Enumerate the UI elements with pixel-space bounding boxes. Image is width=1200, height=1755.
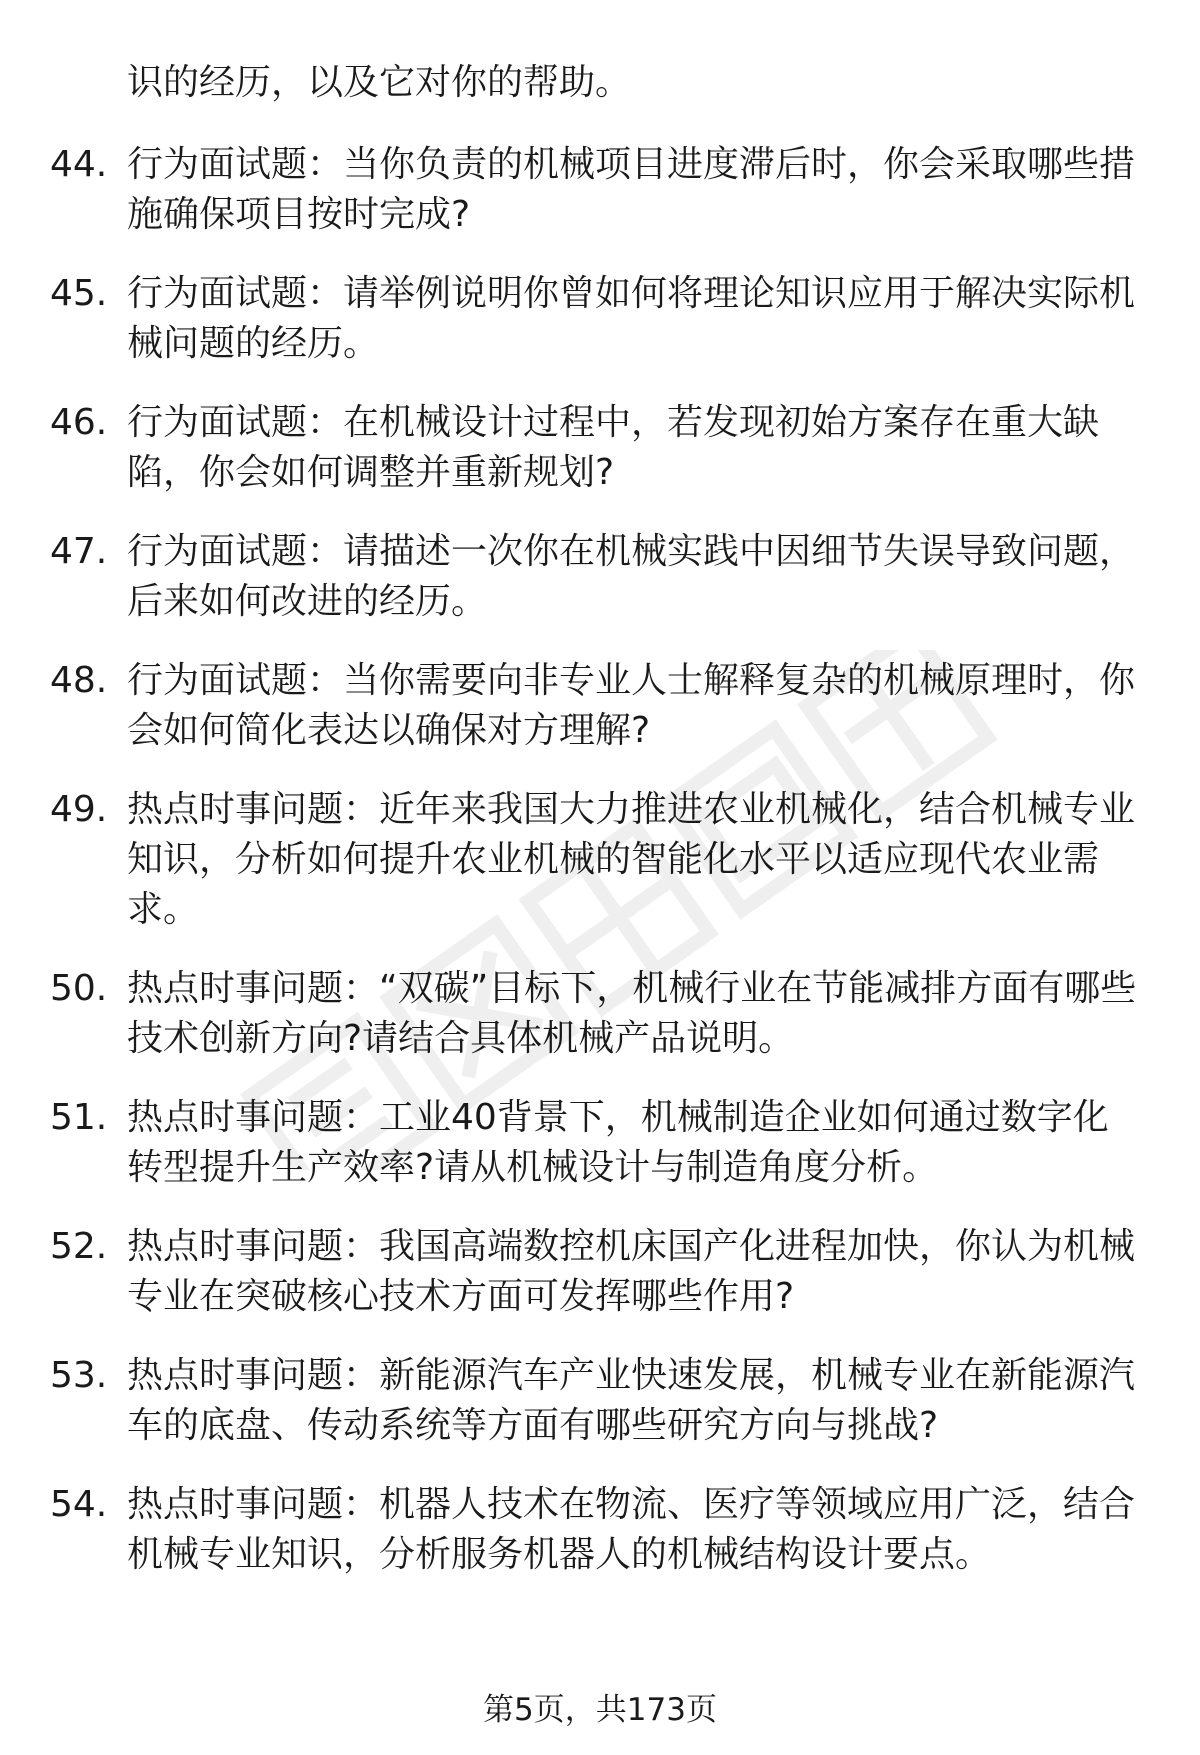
question-text: 行为面试题：在机械设计过程中，若发现初始方案存在重大缺陷，你会如何调整并重新规划? bbox=[127, 402, 1100, 493]
question-number: 45. bbox=[50, 273, 108, 314]
question-text: 行为面试题：当你负责的机械项目进度滞后时，你会采取哪些措施确保项目按时完成? bbox=[127, 144, 1136, 235]
question-number: 54. bbox=[50, 1484, 108, 1525]
question-text: 热点时事问题：机器人技术在物流、医疗等领域应用广泛，结合机械专业知识，分析服务机器人的机械结构设计要点。 bbox=[127, 1484, 1136, 1575]
question-text: 行为面试题：请描述一次你在机械实践中因细节失误导致问题，后来如何改进的经历。 bbox=[127, 531, 1136, 622]
question-number: 50. bbox=[50, 968, 108, 1009]
question-number: 49. bbox=[50, 789, 108, 830]
page-footer: 第5页，共173页 bbox=[483, 1692, 717, 1728]
question-text: 热点时事问题：近年来我国大力推进农业机械化，结合机械专业知识，分析如何提升农业机械的智能化水平以适应现代农业需求。 bbox=[127, 789, 1136, 930]
question-number: 44. bbox=[50, 144, 108, 185]
question-number: 46. bbox=[50, 402, 108, 443]
question-item bbox=[0, 1093, 1200, 1193]
continuation-text: 识的经历，以及它对你的帮助。 bbox=[127, 62, 632, 103]
question-text: 热点时事问题：新能源汽车产业快速发展，机械专业在新能源汽车的底盘、传动系统等方面有哪些研究方向与挑战? bbox=[127, 1355, 1136, 1446]
question-item bbox=[0, 964, 1200, 1064]
question-number: 47. bbox=[50, 531, 108, 572]
question-number: 53. bbox=[50, 1355, 108, 1396]
question-item bbox=[0, 1480, 1200, 1580]
question-text: 热点时事问题：我国高端数控机床国产化进程加快，你认为机械专业在突破核心技术方面可发挥哪些作用? bbox=[127, 1226, 1136, 1317]
question-item bbox=[0, 527, 1200, 627]
question-number: 52. bbox=[50, 1226, 108, 1267]
question-item bbox=[0, 785, 1200, 935]
question-text: 行为面试题：当你需要向非专业人士解释复杂的机械原理时，你会如何简化表达以确保对方理解? bbox=[127, 660, 1136, 751]
question-number: 48. bbox=[50, 660, 108, 701]
question-list bbox=[0, 140, 1200, 1609]
question-item bbox=[0, 269, 1200, 369]
question-item bbox=[0, 140, 1200, 240]
question-number: 51. bbox=[50, 1097, 108, 1138]
question-text: 行为面试题：请举例说明你曾如何将理论知识应用于解决实际机械问题的经历。 bbox=[127, 273, 1136, 364]
question-item bbox=[0, 1351, 1200, 1451]
question-text: 热点时事问题：“双碳”目标下，机械行业在节能减排方面有哪些技术创新方向?请结合具体机械产品说明。 bbox=[127, 968, 1137, 1059]
question-text: 热点时事问题：工业40背景下，机械制造企业如何通过数字化转型提升生产效率?请从机械设计与制造角度分析。 bbox=[127, 1097, 1109, 1188]
question-item bbox=[0, 398, 1200, 498]
question-item bbox=[0, 656, 1200, 756]
question-item bbox=[0, 1222, 1200, 1322]
